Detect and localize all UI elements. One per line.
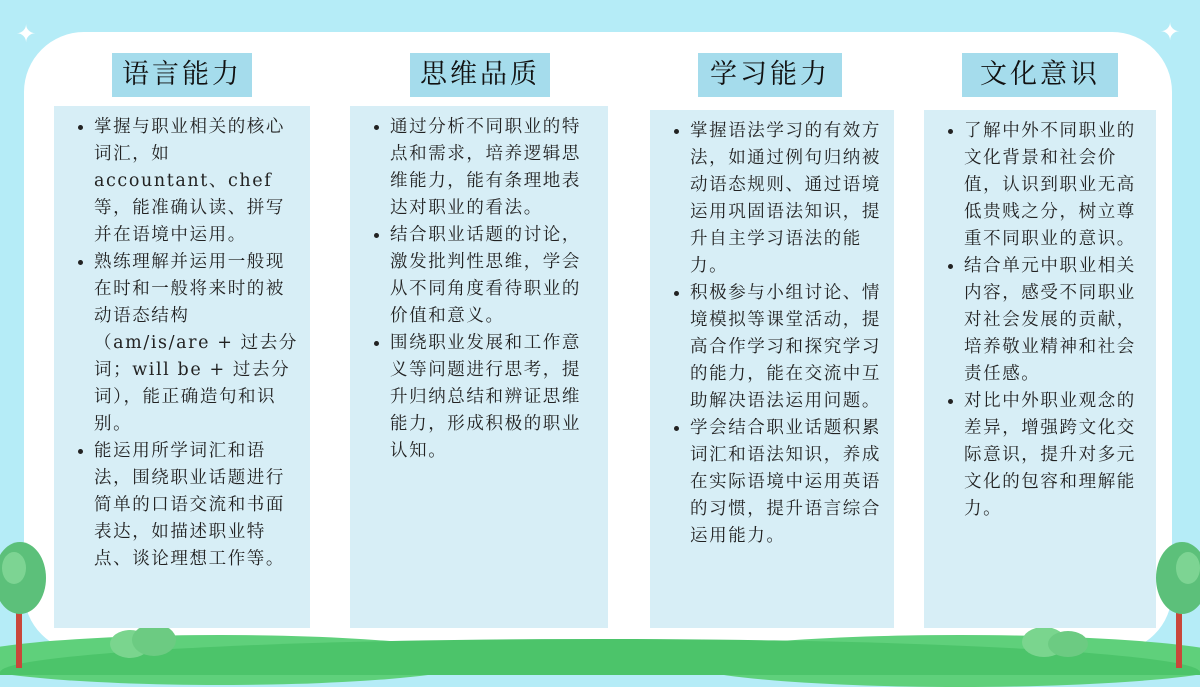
box-learning-ability (650, 110, 894, 628)
list-item: • 对比中外职业观念的差异，增强跨文化交际意识，提升对多元文化的包容和理解能力。 (964, 388, 1146, 523)
list-item: • 积极参与小组讨论、情境模拟等课堂活动，提高合作学习和探究学习的能力，能在交流中互助解决语法运用问题。 (690, 280, 884, 415)
tree-right-icon (1150, 538, 1200, 668)
title-thinking-quality: 思维品质 (410, 53, 550, 97)
list-item: • 围绕职业发展和工作意义等问题进行思考，提升归纳总结和辨证思维能力，形成积极的职业认知。 (390, 330, 598, 465)
list-item: • 结合职业话题的讨论，激发批判性思维，学会从不同角度看待职业的价值和意义。 (390, 222, 598, 330)
list-item: • 了解中外不同职业的文化背景和社会价值，认识到职业无高低贵贱之分，树立尊重不同职业的意识。 (964, 118, 1146, 253)
title-learning-ability: 学习能力 (698, 53, 842, 97)
list-item: • 掌握与职业相关的核心词汇，如accountant、chef等，能准确认读、拼写并在语境中运用。 (94, 114, 300, 249)
title-cultural-awareness: 文化意识 (962, 53, 1118, 97)
sparkle-icon: ✦ (1160, 18, 1181, 46)
list-item: • 掌握语法学习的有效方法，如通过例句归纳被动语态规则、通过语境运用巩固语法知识，提升自主学习语法的能力。 (690, 118, 884, 280)
tree-left-icon (0, 538, 60, 668)
list-item: • 通过分析不同职业的特点和需求，培养逻辑思维能力，能有条理地表达对职业的看法。 (390, 114, 598, 222)
box-cultural-awareness (924, 110, 1156, 628)
list-item: • 学会结合职业话题积累词汇和语法知识，养成在实际语境中运用英语的习惯，提升语言综合运用能力。 (690, 415, 884, 550)
list-item: • 熟练理解并运用一般现在时和一般将来时的被动语态结构（am/is/are + 过去分词；will be + 过去分词），能正确造句和识别。 (94, 249, 300, 438)
box-thinking-quality (350, 106, 608, 628)
title-language-ability: 语言能力 (112, 53, 252, 97)
list-item: • 结合单元中职业相关内容，感受不同职业对社会发展的贡献，培养敬业精神和社会责任感。 (964, 253, 1146, 388)
box-language-ability (54, 106, 310, 628)
list-item: • 能运用所学词汇和语法，围绕职业话题进行简单的口语交流和书面表达，如描述职业特点、谈论理想工作等。 (94, 438, 300, 573)
sparkle-icon: ✦ (16, 20, 37, 48)
